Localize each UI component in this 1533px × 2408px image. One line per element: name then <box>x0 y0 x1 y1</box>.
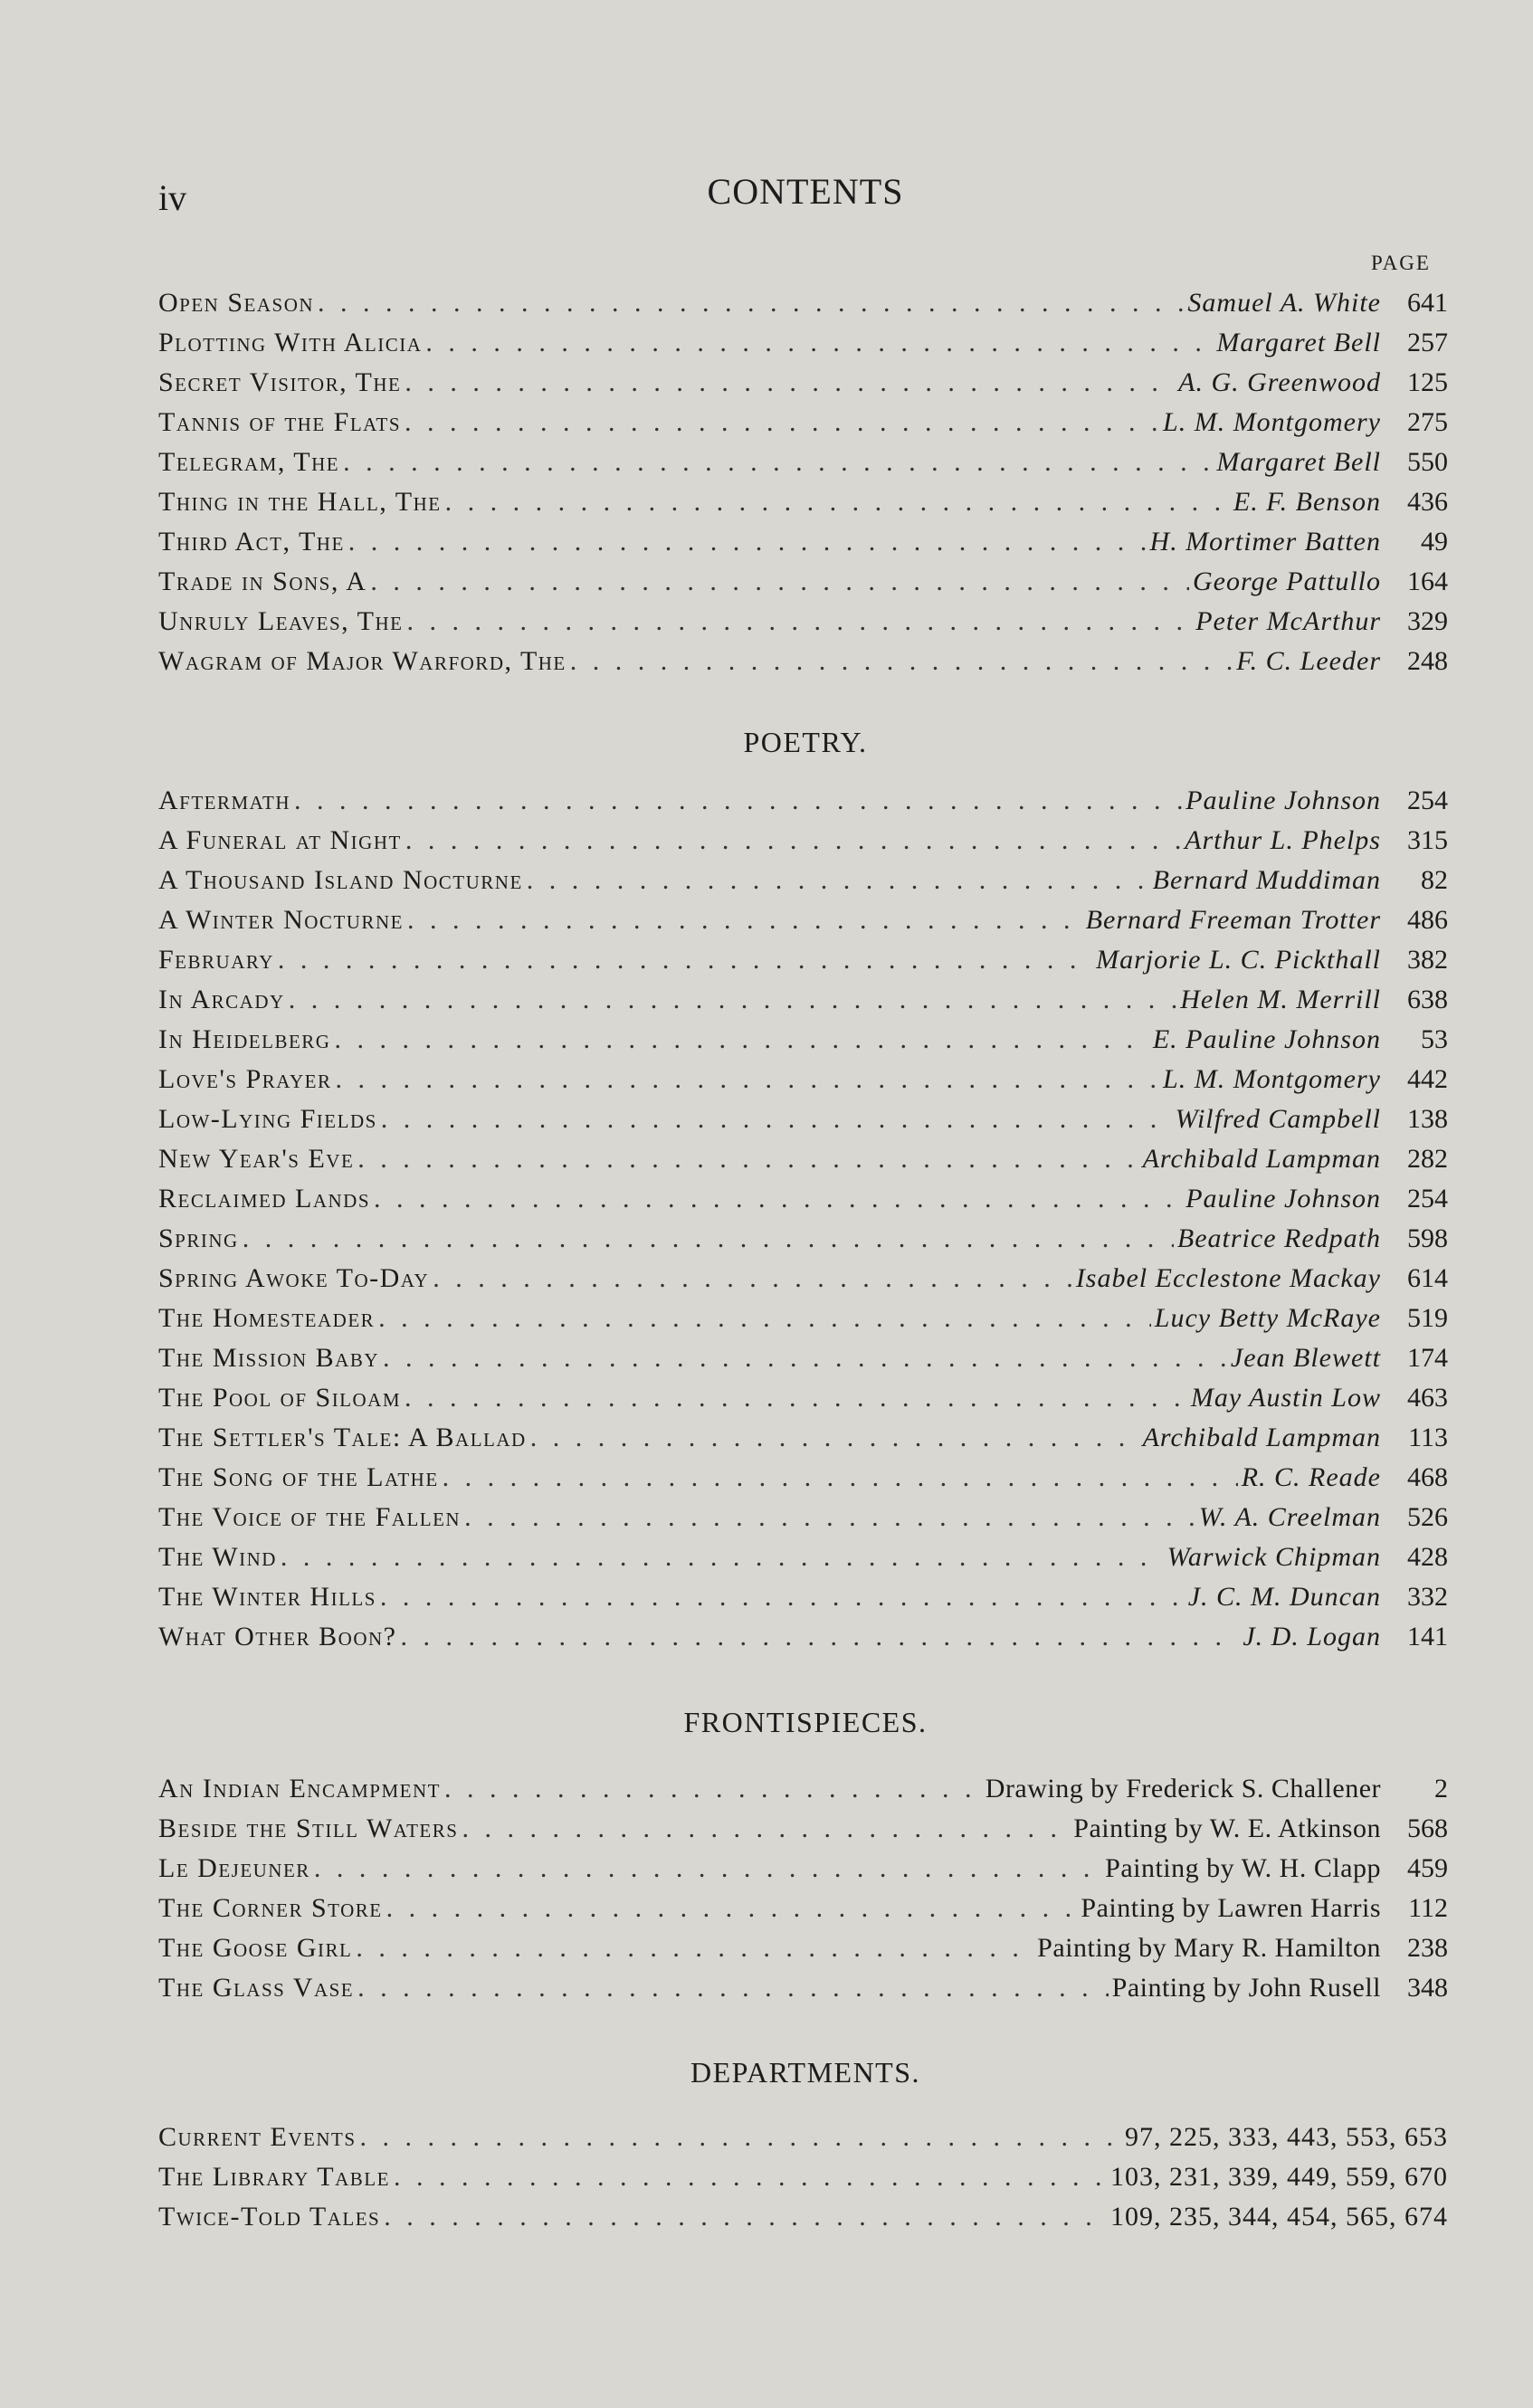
entry-title: A Funeral at Night <box>158 825 402 855</box>
stories-list <box>158 288 1448 686</box>
dot-leader <box>444 1774 982 1804</box>
entry-title: The Wind <box>158 1542 277 1572</box>
entry-title: Plotting With Alicia <box>158 328 423 357</box>
dot-leader <box>278 945 1092 976</box>
entry-title: Beside the Still Waters <box>158 1813 459 1843</box>
dot-leader <box>348 527 1147 557</box>
entry-title: Le Dejeuner <box>158 1853 310 1883</box>
dot-leader <box>289 985 1177 1015</box>
entry-title: An Indian Encampment <box>158 1774 441 1804</box>
entry-page: 97, 225, 333, 443, 553, 653 <box>1125 2122 1448 2152</box>
entry-title: New Year's Eve <box>158 1144 355 1174</box>
entry-title: What Other Boon? <box>158 1622 397 1651</box>
entry-credit: Painting by John Rusell <box>1111 1973 1381 2003</box>
dot-leader <box>407 905 1082 936</box>
toc-entry <box>158 945 1448 985</box>
entry-title: The Goose Girl <box>158 1933 353 1963</box>
entry-author: Archibald Lampman <box>1142 1423 1381 1452</box>
frontispieces-heading: FRONTISPIECES. <box>683 1706 928 1738</box>
entry-title: The Voice of the Fallen <box>158 1502 462 1532</box>
toc-entry <box>158 1383 1448 1423</box>
dot-leader <box>384 2202 1107 2232</box>
entry-page: 82 <box>1421 865 1448 895</box>
entry-page: 141 <box>1407 1622 1448 1651</box>
entry-page: 486 <box>1407 905 1448 935</box>
toc-entry <box>158 2202 1448 2241</box>
entry-author: Pauline Johnson <box>1185 785 1381 815</box>
entry-page: 174 <box>1407 1343 1448 1373</box>
toc-entry <box>158 1064 1448 1104</box>
entry-author: Peter McArthur <box>1195 606 1381 636</box>
dot-leader <box>380 1582 1185 1613</box>
dot-leader <box>570 646 1233 677</box>
toc-entry <box>158 1104 1448 1144</box>
toc-entry <box>158 288 1448 328</box>
dot-leader <box>462 1813 1070 1844</box>
entry-author: Archibald Lampman <box>1142 1144 1381 1174</box>
dot-leader <box>360 2122 1121 2153</box>
toc-entry <box>158 1462 1448 1502</box>
toc-entry <box>158 606 1448 646</box>
entry-page: 138 <box>1407 1104 1448 1134</box>
dot-leader <box>294 785 1182 816</box>
entry-page: 463 <box>1407 1383 1448 1413</box>
dot-leader <box>433 1263 1072 1294</box>
entry-title: The Winter Hills <box>158 1582 376 1612</box>
entry-title: The Mission Baby <box>158 1343 380 1373</box>
entry-page: 598 <box>1407 1223 1448 1253</box>
dot-leader <box>370 566 1189 597</box>
entry-author: Warwick Chipman <box>1166 1542 1381 1572</box>
entry-page: 329 <box>1407 606 1448 636</box>
toc-entry <box>158 447 1448 487</box>
toc-entry <box>158 1853 1448 1893</box>
entry-author: R. C. Reade <box>1241 1462 1381 1492</box>
toc-entry <box>158 1542 1448 1582</box>
entry-page: 103, 231, 339, 449, 559, 670 <box>1110 2162 1448 2192</box>
toc-entry <box>158 865 1448 905</box>
entry-author: Helen M. Merrill <box>1180 985 1381 1014</box>
poetry-heading: POETRY. <box>743 726 868 758</box>
dot-leader <box>405 825 1181 856</box>
entry-title: Twice-Told Tales <box>158 2202 381 2232</box>
toc-entry <box>158 905 1448 945</box>
toc-entry <box>158 487 1448 527</box>
entry-author: Wilfred Campbell <box>1175 1104 1381 1134</box>
dot-leader <box>406 606 1192 637</box>
entry-page: 109, 235, 344, 454, 565, 674 <box>1110 2202 1448 2232</box>
entry-page: 275 <box>1407 407 1448 437</box>
dot-leader <box>314 1853 1101 1884</box>
toc-entry <box>158 825 1448 865</box>
entry-author: H. Mortimer Batten <box>1149 527 1381 557</box>
entry-title: The Pool of Siloam <box>158 1383 402 1413</box>
entry-page: 526 <box>1407 1502 1448 1532</box>
entry-title: Unruly Leaves, The <box>158 606 404 636</box>
toc-entry <box>158 1184 1448 1223</box>
dot-leader <box>400 1622 1239 1652</box>
entry-title: Open Season <box>158 288 315 318</box>
entry-page: 568 <box>1407 1813 1448 1843</box>
entry-author: Bernard Freeman Trotter <box>1085 905 1381 935</box>
dot-leader <box>464 1502 1195 1533</box>
dot-leader <box>530 1423 1139 1453</box>
dot-leader <box>445 487 1230 518</box>
entry-page: 112 <box>1408 1893 1448 1923</box>
entry-title: In Heidelberg <box>158 1024 331 1054</box>
dot-leader <box>318 288 1184 319</box>
entry-author: Jean Blewett <box>1230 1343 1381 1373</box>
toc-entry <box>158 1973 1448 2013</box>
dot-leader <box>378 1303 1151 1334</box>
entry-page: 254 <box>1407 1184 1448 1214</box>
toc-entry <box>158 985 1448 1024</box>
dot-leader <box>527 865 1149 896</box>
entry-author: May Austin Low <box>1190 1383 1381 1413</box>
dot-leader <box>381 1104 1172 1135</box>
dot-leader <box>334 1024 1148 1055</box>
entry-author: Margaret Bell <box>1216 328 1381 357</box>
dot-leader <box>405 367 1175 398</box>
toc-entry <box>158 1423 1448 1462</box>
entry-page: 2 <box>1434 1774 1448 1804</box>
entry-author: Pauline Johnson <box>1185 1184 1381 1214</box>
entry-page: 436 <box>1407 487 1448 517</box>
entry-title: In Arcady <box>158 985 285 1014</box>
page-title: CONTENTS <box>707 171 904 212</box>
entry-title: Third Act, The <box>158 527 345 557</box>
dot-leader <box>357 1144 1138 1175</box>
entry-title: A Thousand Island Nocturne <box>158 865 523 895</box>
entry-page: 282 <box>1407 1144 1448 1174</box>
toc-entry <box>158 1343 1448 1383</box>
entry-page: 428 <box>1407 1542 1448 1572</box>
toc-entry <box>158 1502 1448 1542</box>
entry-author: J. C. M. Duncan <box>1187 1582 1381 1612</box>
entry-page: 164 <box>1407 566 1448 596</box>
toc-entry <box>158 1622 1448 1661</box>
entry-page: 442 <box>1407 1064 1448 1094</box>
dot-leader <box>443 1462 1238 1493</box>
toc-entry <box>158 527 1448 566</box>
entry-title: The Song of the Lathe <box>158 1462 439 1492</box>
entry-title: Current Events <box>158 2122 357 2152</box>
entry-page: 332 <box>1407 1582 1448 1612</box>
entry-page: 638 <box>1407 985 1448 1014</box>
entry-author: Isabel Ecclestone Mackay <box>1075 1263 1381 1293</box>
entry-title: Secret Visitor, The <box>158 367 402 397</box>
toc-entry <box>158 1774 1448 1813</box>
entry-page: 113 <box>1408 1423 1448 1452</box>
entry-title: Spring Awoke To-Day <box>158 1263 430 1293</box>
dot-leader <box>281 1542 1164 1573</box>
entry-page: 248 <box>1407 646 1448 676</box>
dot-leader <box>405 407 1159 438</box>
toc-entry <box>158 1813 1448 1853</box>
dot-leader <box>405 1383 1187 1413</box>
dot-leader <box>336 1064 1160 1095</box>
entry-page: 641 <box>1407 288 1448 318</box>
toc-entry <box>158 1893 1448 1933</box>
entry-title: Trade in Sons, A <box>158 566 367 596</box>
entry-author: A. G. Greenwood <box>1178 367 1381 397</box>
dot-leader <box>383 1343 1227 1374</box>
entry-author: Arthur L. Phelps <box>1185 825 1381 855</box>
dot-leader <box>343 447 1213 478</box>
toc-entry <box>158 1223 1448 1263</box>
entry-title: Thing in the Hall, The <box>158 487 442 517</box>
entry-credit: Painting by Lawren Harris <box>1081 1893 1381 1923</box>
entry-page: 49 <box>1421 527 1448 557</box>
entry-credit: Drawing by Frederick S. Challener <box>985 1774 1381 1804</box>
entry-credit: Painting by W. H. Clapp <box>1105 1853 1381 1883</box>
page-number: iv <box>158 177 187 218</box>
dot-leader <box>425 328 1213 358</box>
entry-author: L. M. Montgomery <box>1163 407 1381 437</box>
entry-author: Margaret Bell <box>1216 447 1381 477</box>
entry-page: 348 <box>1407 1973 1448 2003</box>
entry-author: Samuel A. White <box>1187 288 1381 318</box>
toc-entry <box>158 566 1448 606</box>
entry-author: Marjorie L. C. Pickthall <box>1096 945 1381 975</box>
entry-page: 125 <box>1407 367 1448 397</box>
toc-entry <box>158 2122 1448 2162</box>
departments-heading: DEPARTMENTS. <box>690 2056 921 2089</box>
dot-leader <box>386 1893 1078 1924</box>
entry-title: Wagram of Major Warford, The <box>158 646 567 676</box>
entry-page: 550 <box>1407 447 1448 477</box>
toc-entry <box>158 1263 1448 1303</box>
entry-author: F. C. Leeder <box>1236 646 1381 676</box>
dot-leader <box>356 1933 1033 1964</box>
entry-title: Low-Lying Fields <box>158 1104 377 1134</box>
entry-author: W. A. Creelman <box>1198 1502 1381 1532</box>
entry-title: Tannis of the Flats <box>158 407 402 437</box>
poetry-list <box>158 785 1448 1661</box>
entry-page: 519 <box>1407 1303 1448 1333</box>
toc-entry <box>158 1144 1448 1184</box>
toc-entry <box>158 1582 1448 1622</box>
toc-entry <box>158 2162 1448 2202</box>
entry-page: 53 <box>1421 1024 1448 1054</box>
toc-entry <box>158 785 1448 825</box>
entry-title: February <box>158 945 274 975</box>
entry-page: 257 <box>1407 328 1448 357</box>
dot-leader <box>374 1184 1182 1214</box>
entry-title: Spring <box>158 1223 239 1253</box>
entry-title: The Glass Vase <box>158 1973 355 2003</box>
entry-author: Beatrice Redpath <box>1176 1223 1381 1253</box>
entry-author: E. F. Benson <box>1233 487 1381 517</box>
entry-author: Lucy Betty McRaye <box>1154 1303 1381 1333</box>
entry-page: 254 <box>1407 785 1448 815</box>
entry-page: 459 <box>1407 1853 1448 1883</box>
entry-title: Telegram, The <box>158 447 340 477</box>
entry-author: J. D. Logan <box>1243 1622 1381 1651</box>
toc-entry <box>158 1303 1448 1343</box>
entry-title: Reclaimed Lands <box>158 1184 370 1214</box>
entry-title: A Winter Nocturne <box>158 905 404 935</box>
departments-list <box>158 2122 1448 2241</box>
entry-title: The Homesteader <box>158 1303 376 1333</box>
entry-author: L. M. Montgomery <box>1163 1064 1381 1094</box>
entry-author: George Pattullo <box>1192 566 1381 596</box>
dot-leader <box>394 2162 1107 2193</box>
entry-page: 614 <box>1407 1263 1448 1293</box>
dot-leader <box>243 1223 1174 1254</box>
entry-title: The Corner Store <box>158 1893 383 1923</box>
toc-entry <box>158 1933 1448 1973</box>
entry-credit: Painting by W. E. Atkinson <box>1073 1813 1381 1843</box>
entry-author: Bernard Muddiman <box>1152 865 1381 895</box>
toc-entry <box>158 646 1448 686</box>
toc-entry <box>158 367 1448 407</box>
entry-title: Aftermath <box>158 785 291 815</box>
dot-leader <box>357 1973 1109 2003</box>
entry-page: 315 <box>1407 825 1448 855</box>
page-column-label: PAGE <box>1371 252 1431 274</box>
entry-page: 468 <box>1407 1462 1448 1492</box>
entry-title: Love's Prayer <box>158 1064 332 1094</box>
entry-title: The Settler's Tale: A Ballad <box>158 1423 527 1452</box>
frontispieces-list <box>158 1774 1448 2013</box>
toc-entry <box>158 328 1448 367</box>
entry-author: E. Pauline Johnson <box>1152 1024 1381 1054</box>
entry-title: The Library Table <box>158 2162 390 2192</box>
entry-page: 238 <box>1407 1933 1448 1963</box>
toc-entry <box>158 1024 1448 1064</box>
toc-entry <box>158 407 1448 447</box>
entry-page: 382 <box>1407 945 1448 975</box>
entry-credit: Painting by Mary R. Hamilton <box>1037 1933 1381 1963</box>
